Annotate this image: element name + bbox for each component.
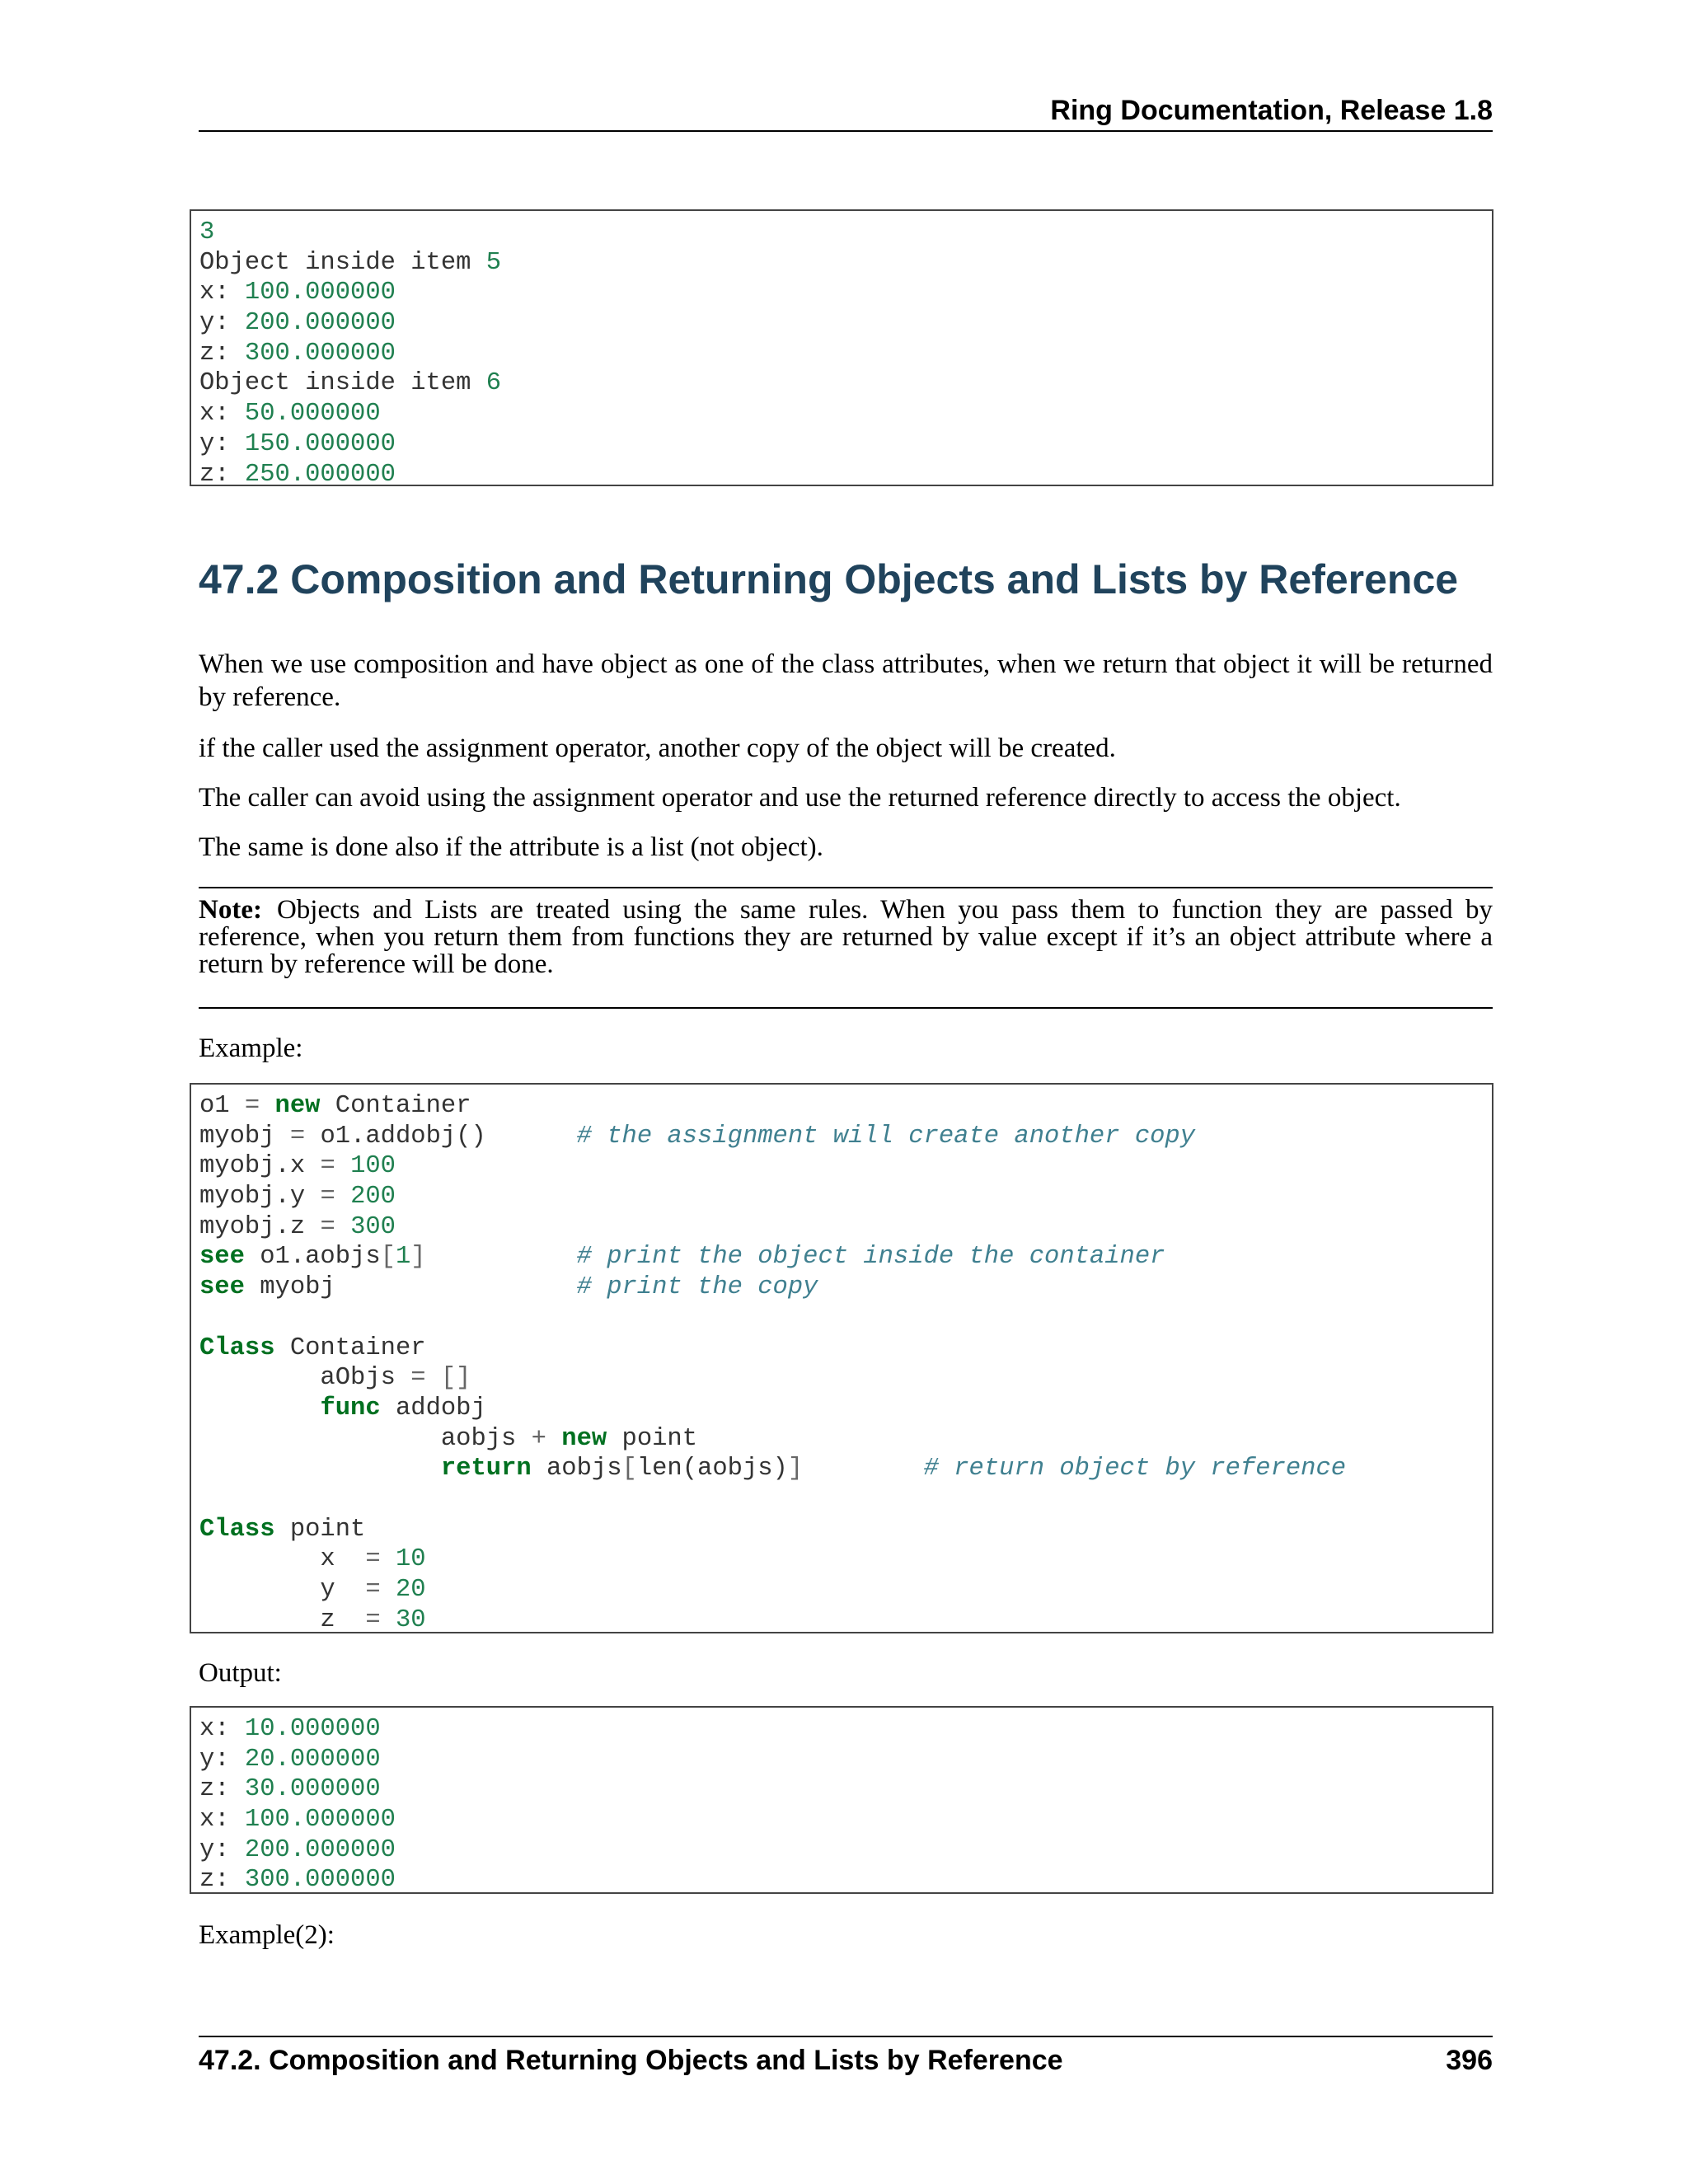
paragraph-3: The caller can avoid using the assignment operator and use the returned reference directly to access the object. <box>199 783 1401 813</box>
code-token: aobjs <box>531 1455 622 1483</box>
code-token: z: <box>199 1866 245 1894</box>
code-token: 30.000000 <box>244 1775 381 1804</box>
code-token: = <box>365 1605 381 1633</box>
code-line <box>199 1363 1492 1394</box>
note-box <box>199 897 1493 978</box>
document-page <box>199 0 1493 2184</box>
code-token: 3 <box>199 218 215 246</box>
code-token: o1.addobj() <box>305 1122 577 1151</box>
code-line <box>199 1151 1492 1182</box>
code-token <box>803 1455 923 1483</box>
code-line <box>199 368 1492 399</box>
code-token: 100 <box>350 1152 396 1181</box>
code-token: x: <box>199 1715 245 1743</box>
code-token: 300.000000 <box>244 1866 396 1894</box>
code-token: z: <box>199 339 245 368</box>
code-line <box>199 1714 1492 1745</box>
code-token: 150.000000 <box>244 429 396 458</box>
code-token: new <box>561 1424 607 1453</box>
code-token: x: <box>199 1806 245 1835</box>
code-line <box>199 1835 1492 1866</box>
code-token: myobj.y <box>199 1183 321 1212</box>
example-label: Example: <box>199 1033 303 1063</box>
code-token: # print the copy <box>576 1273 818 1302</box>
code-token: z <box>199 1605 366 1633</box>
code-line <box>199 1242 1492 1272</box>
code-token: 20.000000 <box>244 1745 381 1774</box>
paragraph-2: if the caller used the assignment operator, another copy of the object will be created. <box>199 733 1116 763</box>
code-token: 200.000000 <box>244 309 396 338</box>
code-token: x <box>199 1545 366 1574</box>
code-line <box>199 1805 1492 1835</box>
code-token: = <box>289 1122 306 1151</box>
code-token: myobj.z <box>199 1212 321 1241</box>
code-token: 5 <box>485 248 502 277</box>
header-rule <box>199 130 1493 132</box>
code-line <box>199 460 1492 487</box>
code-line <box>199 1333 1492 1364</box>
code-token: Container <box>320 1092 471 1120</box>
footer-section-title: 47.2. Composition and Returning Objects and Lists by Reference <box>199 2045 1063 2076</box>
code-token: = <box>320 1152 335 1181</box>
code-token: = <box>320 1183 335 1212</box>
code-token: x: <box>199 279 245 307</box>
code-line <box>199 1544 1492 1575</box>
code-token <box>381 1545 396 1573</box>
code-token: 30 <box>395 1605 426 1633</box>
code-token: 10.000000 <box>244 1715 381 1743</box>
code-token <box>426 1243 577 1271</box>
code-token: aobjs <box>199 1424 532 1453</box>
code-token <box>426 1364 441 1392</box>
code-token: Container <box>274 1333 426 1362</box>
code-token: new <box>274 1092 321 1120</box>
code-token <box>381 1576 396 1604</box>
code-token: 300 <box>350 1212 396 1241</box>
code-token: # print the object inside the container <box>576 1243 1165 1272</box>
code-token: Object inside item <box>199 248 486 277</box>
note-text: Objects and Lists are treated using the same rules. When you pass them to function they are passed by reference, when you return them from functions they are returned by value except if it’s an object attribute where a return by reference will be done. <box>199 895 1493 979</box>
code-token: point <box>607 1424 698 1453</box>
code-token: ] <box>787 1455 804 1483</box>
code-token <box>199 1455 441 1483</box>
code-token: y: <box>199 429 245 458</box>
code-token: o1.aobjs <box>244 1243 381 1272</box>
code-line <box>199 308 1492 339</box>
code-token: y: <box>199 1745 245 1774</box>
code-token: 200 <box>350 1183 396 1212</box>
code-line <box>199 399 1492 429</box>
code-token <box>199 1394 320 1422</box>
code-token: + <box>531 1424 546 1453</box>
code-token: # the assignment will create another copy <box>576 1122 1196 1151</box>
code-line <box>199 218 1492 248</box>
code-token: myobj <box>199 1122 290 1151</box>
paragraph-4: The same is done also if the attribute is a list (not object). <box>199 832 823 862</box>
code-token: # return object by reference <box>923 1455 1347 1483</box>
code-example-block <box>190 1083 1493 1633</box>
code-line <box>199 1865 1492 1894</box>
code-token: Object inside item <box>199 369 486 398</box>
code-token: = <box>244 1092 260 1120</box>
code-line <box>199 1774 1492 1805</box>
code-token <box>335 1183 350 1211</box>
code-token: 200.000000 <box>244 1835 396 1864</box>
code-token: 300.000000 <box>244 339 396 368</box>
code-line <box>199 1745 1492 1775</box>
code-token: 50.000000 <box>244 400 381 429</box>
output-label: Output: <box>199 1658 282 1688</box>
code-token: = <box>365 1545 381 1574</box>
paragraph-1: When we use composition and have object as one of the class attributes, when we return that object it will be returned by reference. <box>199 649 1493 712</box>
code-token: aObjs <box>199 1364 411 1393</box>
note-bottom-rule <box>199 1007 1493 1009</box>
code-token: see <box>199 1243 245 1272</box>
code-token: = <box>320 1212 335 1241</box>
code-token: Class <box>199 1333 275 1362</box>
code-line <box>199 1454 1492 1484</box>
code-line <box>199 1424 1492 1455</box>
code-token: myobj.x <box>199 1152 321 1181</box>
code-line <box>199 1575 1492 1605</box>
code-token: x: <box>199 400 245 429</box>
footer-rule <box>199 2036 1493 2037</box>
code-token: y: <box>199 309 245 338</box>
code-line <box>199 1212 1492 1243</box>
code-token: [ <box>380 1243 396 1272</box>
code-line <box>199 1484 1492 1515</box>
code-line <box>199 1605 1492 1633</box>
section-title: 47.2 Composition and Returning Objects and Lists by Reference <box>199 556 1459 602</box>
code-token: 100.000000 <box>244 1806 396 1835</box>
code-token: z: <box>199 1775 245 1804</box>
example2-label: Example(2): <box>199 1920 335 1950</box>
code-token <box>381 1606 396 1633</box>
code-token <box>335 1152 350 1180</box>
code-token: o1 <box>199 1092 245 1120</box>
page-number: 396 <box>1446 2045 1493 2076</box>
code-line <box>199 1272 1492 1303</box>
code-token: [] <box>440 1364 471 1393</box>
code-line <box>199 1091 1492 1122</box>
code-line <box>199 1182 1492 1212</box>
code-token: y <box>199 1576 366 1604</box>
code-line <box>199 1394 1492 1424</box>
code-line <box>199 429 1492 460</box>
output-block-bottom <box>190 1706 1493 1894</box>
code-token: [ <box>621 1455 637 1483</box>
code-token: addobj <box>380 1394 486 1422</box>
code-token: myobj <box>244 1273 577 1302</box>
code-line <box>199 1122 1492 1152</box>
code-line <box>199 248 1492 279</box>
code-line <box>199 278 1492 308</box>
code-token: ] <box>410 1243 426 1272</box>
note-top-rule <box>199 887 1493 888</box>
code-token: len(aobjs) <box>636 1455 788 1483</box>
code-token: 6 <box>485 369 502 398</box>
code-token <box>546 1425 561 1453</box>
code-line <box>199 1515 1492 1545</box>
running-header: Ring Documentation, Release 1.8 <box>1050 95 1493 126</box>
output-block-top <box>190 209 1493 486</box>
code-token <box>335 1213 350 1241</box>
code-token: 20 <box>395 1576 426 1604</box>
code-token <box>260 1092 274 1120</box>
code-token: = <box>365 1576 381 1604</box>
code-token: 250.000000 <box>244 460 396 486</box>
code-token: 10 <box>395 1545 426 1574</box>
code-line <box>199 1303 1492 1333</box>
code-token: z: <box>199 460 245 486</box>
code-token: point <box>274 1515 366 1544</box>
code-token: y: <box>199 1835 245 1864</box>
code-token: Class <box>199 1515 275 1544</box>
code-token: return <box>440 1455 532 1483</box>
code-token: func <box>320 1394 381 1422</box>
code-token: = <box>410 1364 426 1393</box>
running-footer <box>199 2042 1493 2079</box>
code-line <box>199 339 1492 369</box>
note-label: Note: <box>199 895 262 925</box>
code-token: 1 <box>395 1243 411 1272</box>
code-token: 100.000000 <box>244 279 396 307</box>
code-token: see <box>199 1273 245 1302</box>
